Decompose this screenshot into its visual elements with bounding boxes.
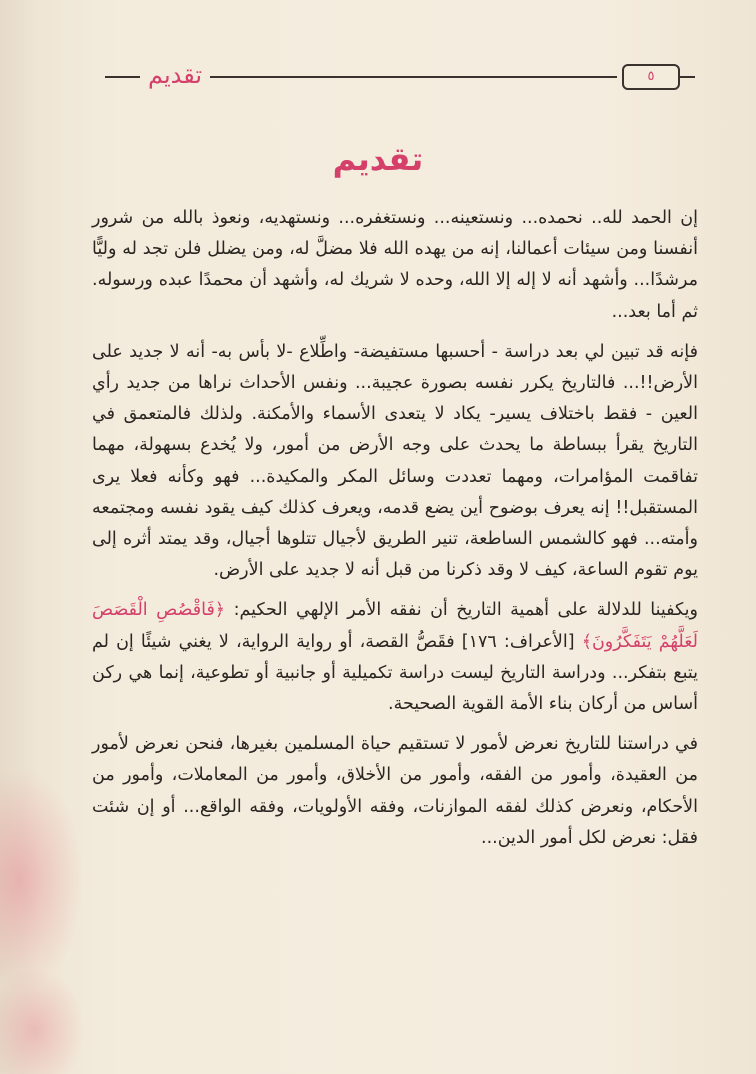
header-rule-tail	[678, 76, 695, 78]
body-text	[92, 203, 698, 854]
verse-intro: ويكفينا للدلالة على أهمية التاريخ أن نفقه الأمر الإلهي الحكيم:	[233, 600, 699, 621]
running-header	[105, 62, 695, 92]
running-title: تقديم	[140, 60, 210, 90]
paragraph-history: فإنه قد تبين لي بعد دراسة - أحسبها مستفيضة- واطِّلاع -لا بأس به- أنه لا جديد على الأرض!!... فالتاريخ يكرر نفسه بصورة عجيبة... ونفس الأحداث نراها من جديد رأي العين - فقط باختلاف يسير- يكاد لا يتعدى الأسماء والأمكنة. ولذلك فالمتعمق في التاريخ يقرأ ببساطة ما يحدث على وجه الأرض من أمور، ولا يُخدع بسهولة، مهما تفاقمت المؤامرات، ومهما تعددت وسائل المكر والمكيدة... فهو وكأنه فعلا يرى المستقبل!! إنه يعرف بوضوح أين يضع قدمه، ويعرف كذلك كيف يقود نفسه ومجتمعه وأمته... فهو كالشمس الساطعة، تنير الطريق لأجيال تتلوها أجيال، وقد يمتد أثره إلى يوم تقوم الساعة، كيف لا وقد ذكرنا من قبل أنه لا جديد على الأرض.	[92, 341, 698, 581]
paragraph-verse	[92, 595, 698, 720]
paragraph-study: في دراستنا للتاريخ نعرض لأمور لا تستقيم حياة المسلمين بغيرها، فنحن نعرض لأمور من العقيدة، وأمور من الفقه، وأمور من الأخلاق، وأمور من المعاملات، وأمور من الأحكام، ونعرض كذلك لفقه الموازنات، وفقه الأولويات، وفقه الواقع... أو إن شئت فقل: نعرض لكل أمور الدين...	[92, 734, 698, 848]
paragraph-opening: إن الحمد لله.. نحمده... ونستعينه... ونستغفره... ونستهديه، ونعوذ بالله من شرور أنفسنا ومن سيئات أعمالنا، إنه من يهده الله فلا مضلَّ له، ومن يضلل فلن تجد له وليًّا مرشدًا... وأشهد أنه لا إله إلا الله، وحده لا شريك له، وأشهد أن محمدًا عبده ورسوله. ثم أما بعد...	[92, 208, 698, 322]
verse-citation: [الأعراف: ١٧٦]	[461, 631, 575, 652]
page-number: ٥	[622, 64, 680, 90]
quran-verse: ﴿فَاقْصُصِ الْقَصَصَ لَعَلَّهُمْ يَتَفَكَّرُونَ﴾	[92, 600, 698, 652]
verse-commentary: فقَصُّ القصة، أو رواية الرواية، لا يغني شيئًا إن لم يتبع بتفكر... ودراسة التاريخ ليست دراسة تكميلية أو جانبية أو تطوعية، إنما هي ركن أساس من أركان بناء الأمة القوية الصحيحة.	[92, 631, 698, 715]
chapter-title: تقديم	[332, 140, 424, 178]
